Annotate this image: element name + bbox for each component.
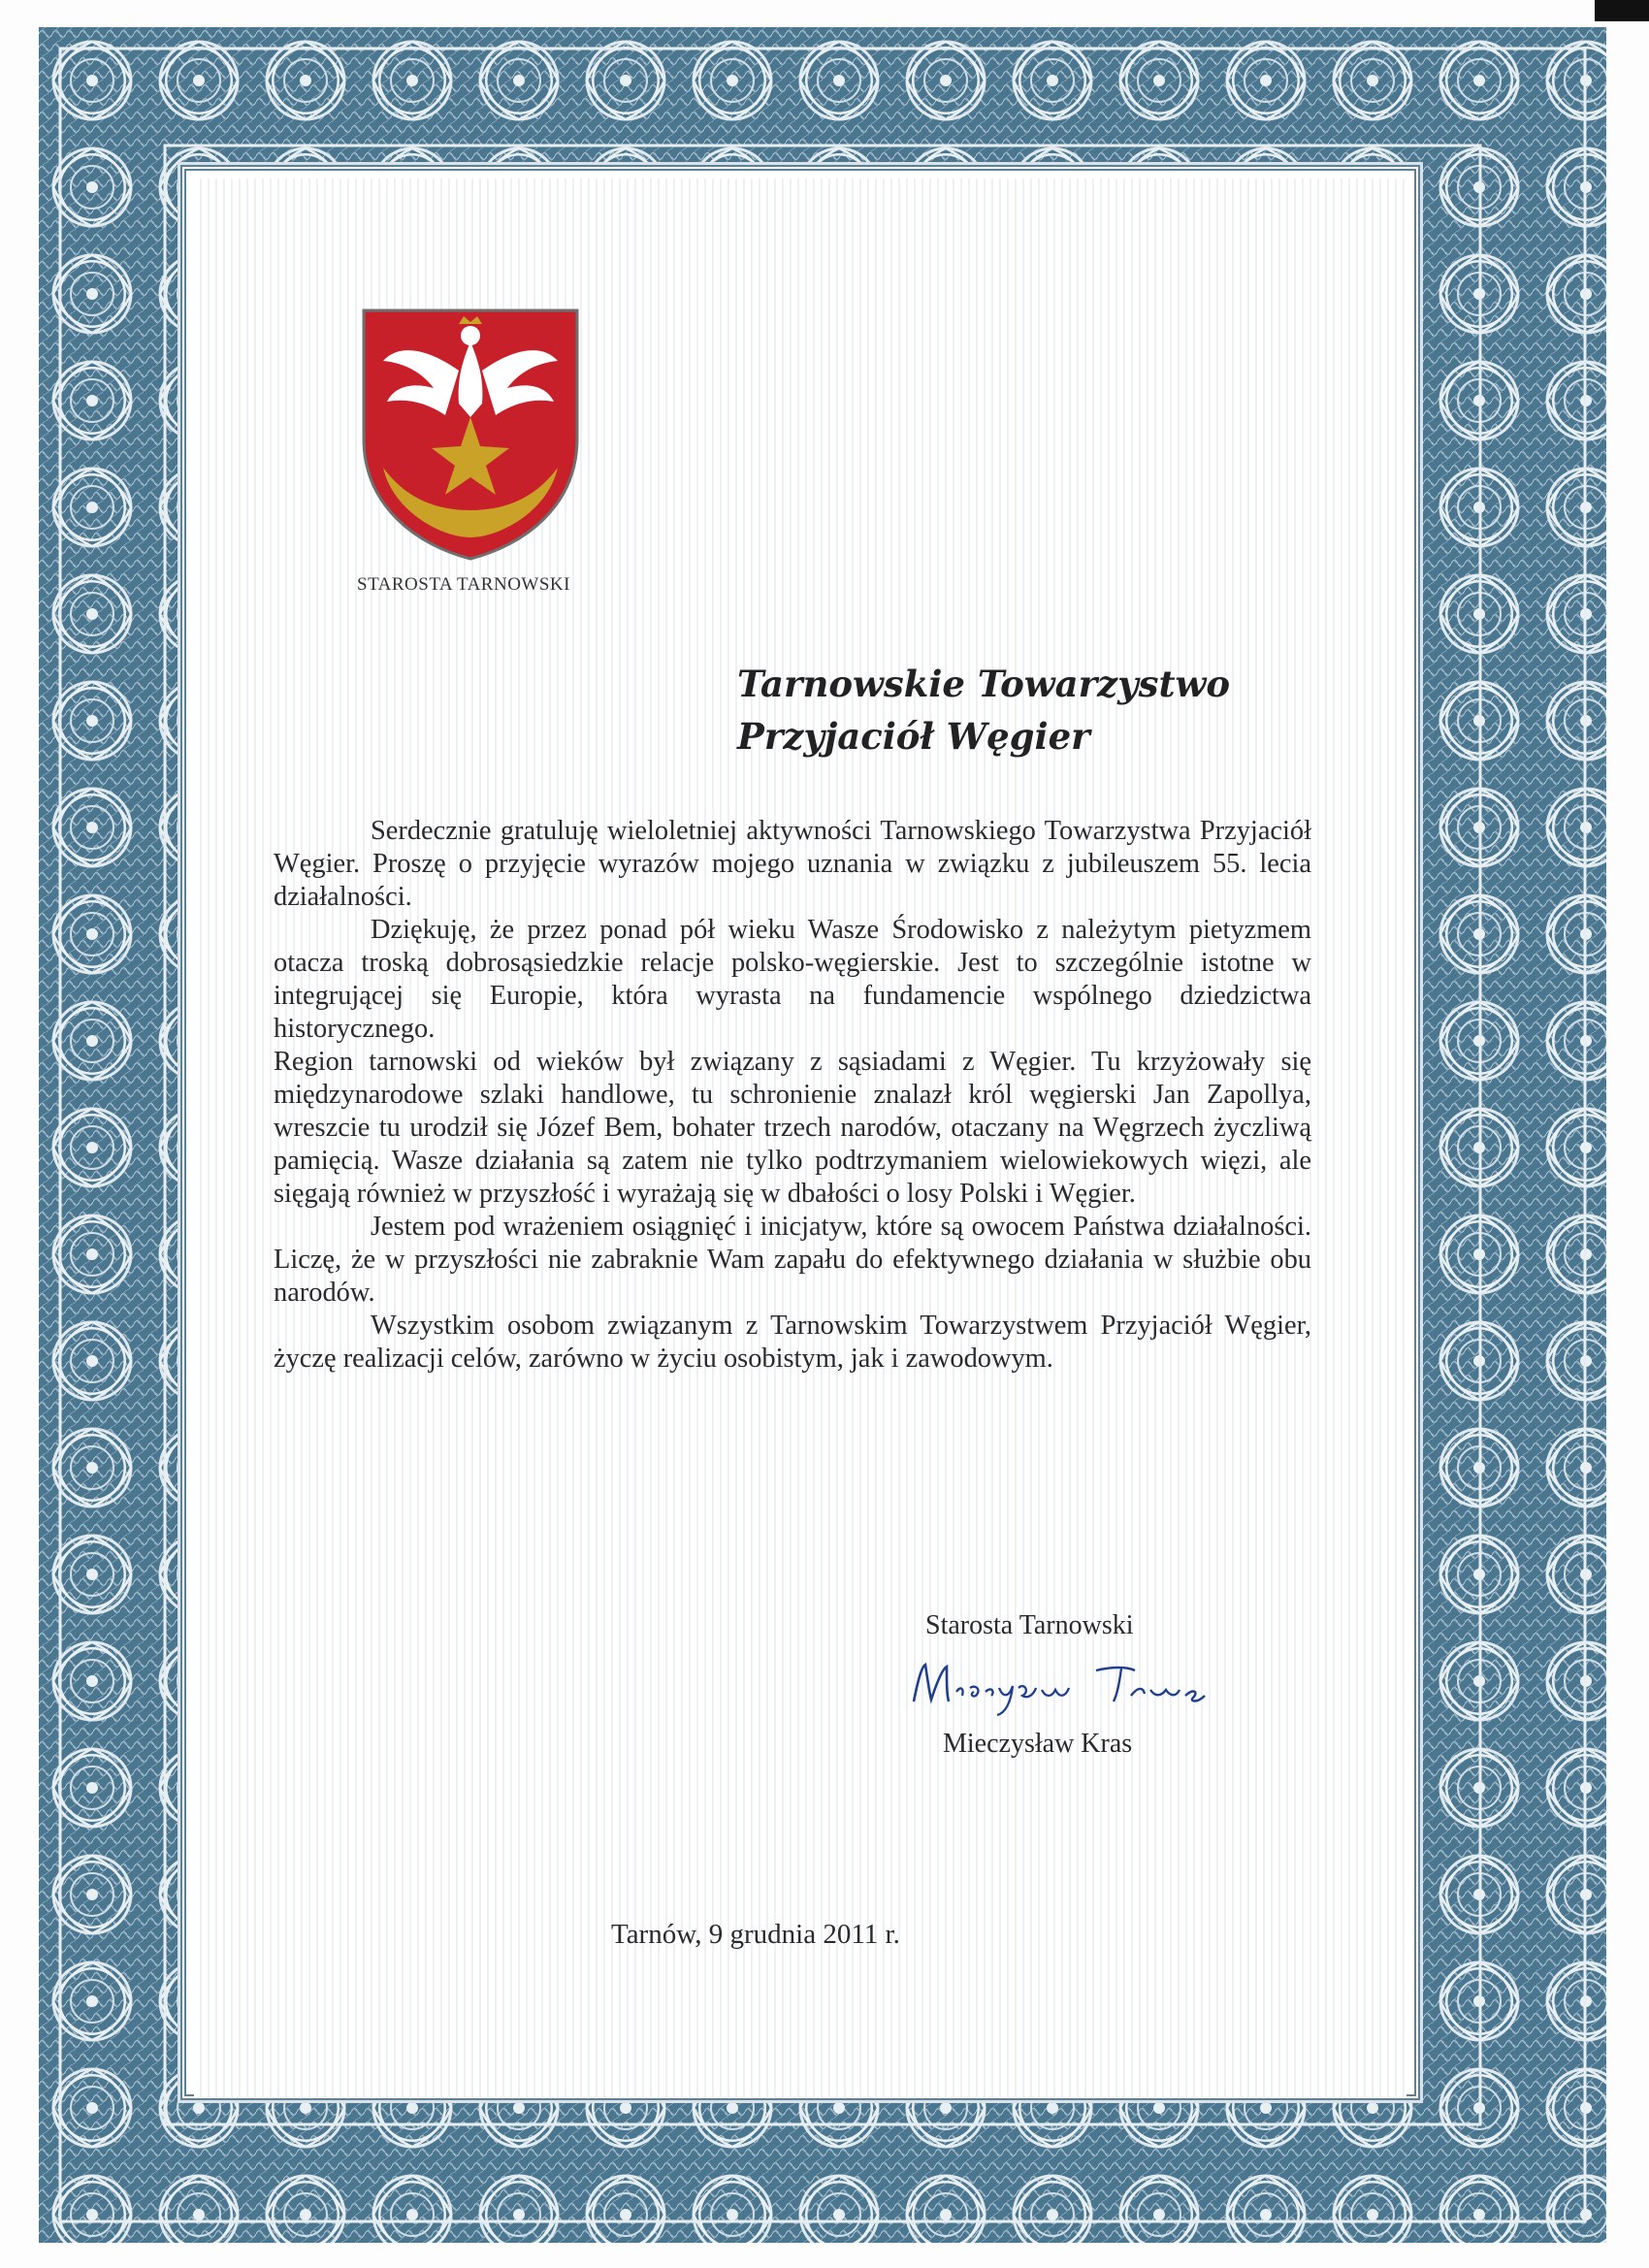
paragraph-4: Jestem pod wrażeniem osiągnięć i inicjatyw, które są owocem Państwa działalności. Liczę, że w przyszłości nie zabraknie Wam zapału do efektywnego działania w służbie obu narodów.: [274, 1212, 1311, 1308]
signatory-role: Starosta Tarnowski: [925, 1610, 1134, 1640]
coat-of-arms-icon: [354, 303, 587, 565]
emblem-caption: STAROSTA TARNOWSKI: [357, 574, 570, 595]
paragraph-2: Dziękuję, że przez ponad pół wieku Wasze Środowisko z należytym pietyzmem otacza troską dobrosąsiedzkie relacje polsko-węgierskie. Jest to szczególnie istotne w integrującej się Europie, która wyrasta na fundamencie wspólnego dziedzictwa historycznego.: [274, 915, 1311, 1044]
signatory-name: Mieczysław Kras: [943, 1729, 1133, 1759]
title-line-2: Przyjaciół Węgier: [737, 715, 1090, 758]
letter-title: [737, 658, 1280, 762]
place-and-date: Tarnów, 9 grudnia 2011 r.: [611, 1919, 900, 1950]
letter-body: [274, 815, 1311, 1376]
paragraph-1: Serdecznie gratuluję wieloletniej aktywności Tarnowskiego Towarzystwa Przyjaciół Węgier. Proszę o przyjęcie wyrazów mojego uznania w związku z jubileuszem 55. lecia działalności.: [274, 816, 1311, 912]
handwritten-signature-icon: [902, 1653, 1222, 1721]
title-line-1: Tarnowskie Towarzystwo: [737, 663, 1231, 705]
paragraph-5: Wszystkim osobom związanym z Tarnowskim Towarzystwem Przyjaciół Węgier, życzę realizacji celów, zarówno w życiu osobistym, jak i zawodowym.: [274, 1311, 1311, 1374]
paragraph-3: Region tarnowski od wieków był związany z sąsiadami z Węgier. Tu krzyżowały się międzynarodowe szlaki handlowe, tu schronienie znalazł król węgierski Jan Zapollya, wreszcie tu urodził się Józef Bem, bohater trzech narodów, otaczany na Węgrzech życzliwą pamięcią. Wasze działania są zatem nie tylko podtrzymaniem wielowiekowych więzi, ale sięgają również w przyszłość i wyrażają się w dbałości o losy Polski i Węgier.: [274, 1047, 1311, 1209]
